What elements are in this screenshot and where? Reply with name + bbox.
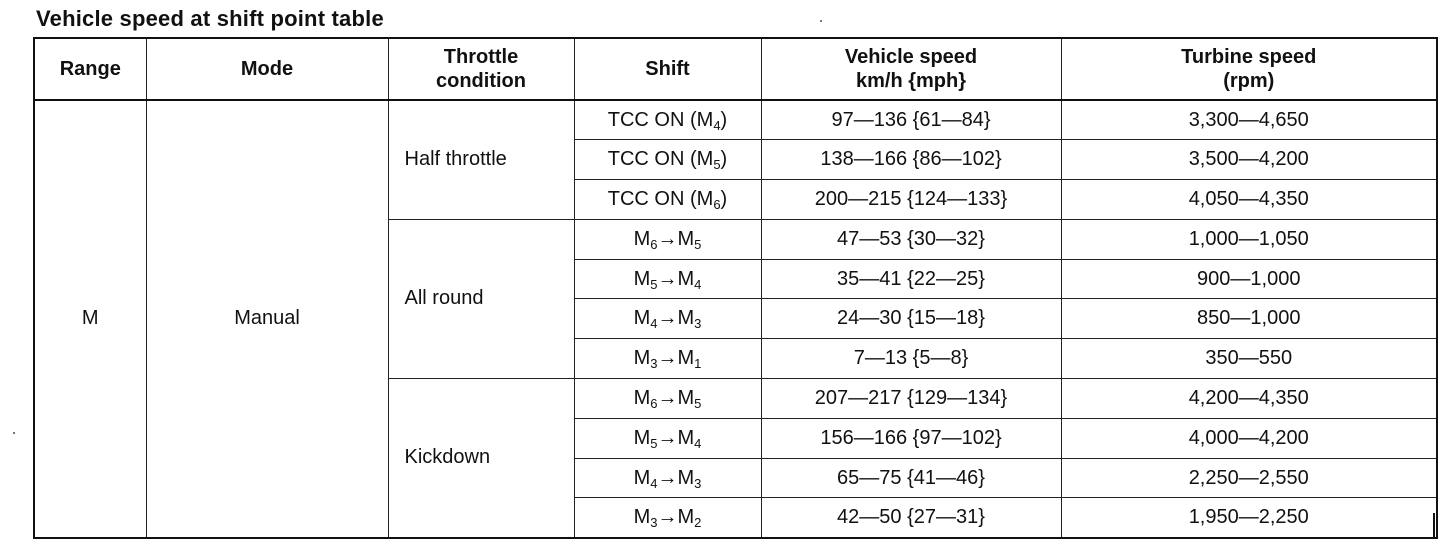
- shift-cell: [574, 379, 761, 419]
- shift-prefix: TCC ON (M: [607, 148, 714, 171]
- header-throttle-line1: Throttle: [443, 46, 519, 68]
- shift-to-gear: M: [677, 506, 695, 529]
- shift-to-gear: M: [677, 227, 695, 250]
- shift-arrow: →: [657, 267, 678, 290]
- shift-prefix: TCC ON (M: [607, 187, 714, 210]
- header-throttle-condition: [388, 38, 574, 100]
- turbine-speed-cell: 3,500—4,200: [1061, 140, 1437, 180]
- vehicle-speed-cell: 35—41 {22—25}: [761, 259, 1061, 299]
- header-shift: Shift: [574, 38, 761, 100]
- shift-to-subscript: 1: [694, 356, 702, 372]
- shift-to-subscript: 4: [694, 276, 702, 292]
- shift-from-subscript: 4: [650, 316, 658, 332]
- vehicle-speed-cell: 24—30 {15—18}: [761, 299, 1061, 339]
- shift-to-subscript: 2: [694, 515, 702, 531]
- shift-cell: [574, 219, 761, 259]
- header-throttle-line2: condition: [436, 70, 526, 92]
- shift-to-gear: M: [677, 307, 695, 330]
- shift-from-subscript: 4: [650, 475, 658, 491]
- shift-cell: [574, 299, 761, 339]
- shift-from-gear: M: [633, 307, 651, 330]
- shift-arrow: →: [657, 466, 678, 489]
- header-speed-line1: Vehicle speed: [844, 46, 978, 68]
- header-range: Range: [34, 38, 146, 100]
- header-speed-line2: km/h {mph}: [855, 70, 967, 92]
- scan-speck: [13, 432, 15, 434]
- shift-from-gear: M: [633, 426, 651, 449]
- header-row: [34, 38, 1437, 100]
- shift-from-subscript: 3: [650, 356, 658, 372]
- shift-point-table: [33, 37, 1438, 539]
- header-turbine-speed: [1061, 38, 1437, 100]
- shift-to-subscript: 5: [694, 395, 702, 411]
- shift-to-subscript: 5: [694, 236, 702, 252]
- shift-cell: [574, 339, 761, 379]
- shift-to-subscript: 3: [694, 475, 702, 491]
- table-body: [34, 100, 1437, 538]
- header-mode: Mode: [146, 38, 388, 100]
- shift-suffix: ): [720, 108, 728, 131]
- throttle-condition-cell: Kickdown: [388, 379, 574, 538]
- turbine-speed-cell: 4,000—4,200: [1061, 418, 1437, 458]
- vehicle-speed-cell: 42—50 {27—31}: [761, 498, 1061, 538]
- shift-from-gear: M: [633, 227, 651, 250]
- shift-cell: [574, 498, 761, 538]
- vehicle-speed-cell: 97—136 {61—84}: [761, 100, 1061, 140]
- vehicle-speed-cell: 156—166 {97—102}: [761, 418, 1061, 458]
- shift-subscript: 4: [713, 117, 721, 133]
- shift-arrow: →: [657, 227, 678, 250]
- turbine-speed-cell: 1,000—1,050: [1061, 219, 1437, 259]
- shift-from-gear: M: [633, 347, 651, 370]
- shift-to-subscript: 4: [694, 435, 702, 451]
- shift-to-gear: M: [677, 347, 695, 370]
- shift-arrow: →: [657, 506, 678, 529]
- turbine-speed-cell: 4,050—4,350: [1061, 180, 1437, 220]
- header-turbine-line2: (rpm): [1223, 70, 1275, 92]
- shift-from-subscript: 5: [650, 276, 658, 292]
- range-cell: M: [34, 100, 146, 538]
- turbine-speed-cell: 2,250—2,550: [1061, 458, 1437, 498]
- vehicle-speed-cell: 47—53 {30—32}: [761, 219, 1061, 259]
- header-turbine-line1: Turbine speed: [1181, 46, 1317, 68]
- shift-to-gear: M: [677, 267, 695, 290]
- vehicle-speed-cell: 65—75 {41—46}: [761, 458, 1061, 498]
- shift-from-subscript: 6: [650, 236, 658, 252]
- vehicle-speed-cell: 207—217 {129—134}: [761, 379, 1061, 419]
- throttle-condition-cell: All round: [388, 219, 574, 378]
- throttle-condition-cell: Half throttle: [388, 100, 574, 219]
- shift-from-gear: M: [633, 506, 651, 529]
- shift-from-gear: M: [633, 386, 651, 409]
- shift-subscript: 5: [713, 157, 721, 173]
- shift-cell: [574, 418, 761, 458]
- turbine-speed-cell: 850—1,000: [1061, 299, 1437, 339]
- shift-from-gear: M: [633, 466, 651, 489]
- shift-arrow: →: [657, 386, 678, 409]
- shift-prefix: TCC ON (M: [607, 108, 714, 131]
- shift-arrow: →: [657, 307, 678, 330]
- vehicle-speed-cell: 7—13 {5—8}: [761, 339, 1061, 379]
- table-title: Vehicle speed at shift point table: [36, 6, 384, 31]
- shift-arrow: →: [657, 347, 678, 370]
- shift-suffix: ): [720, 148, 728, 171]
- vehicle-speed-cell: 138—166 {86—102}: [761, 140, 1061, 180]
- shift-to-subscript: 3: [694, 316, 702, 332]
- shift-arrow: →: [657, 426, 678, 449]
- turbine-speed-cell: 1,950—2,250: [1061, 498, 1437, 538]
- shift-cell: [574, 100, 761, 140]
- shift-cell: [574, 140, 761, 180]
- margin-change-bar: [1433, 513, 1435, 539]
- shift-from-subscript: 6: [650, 395, 658, 411]
- table-row: [34, 100, 1437, 140]
- header-vehicle-speed: [761, 38, 1061, 100]
- turbine-speed-cell: 350—550: [1061, 339, 1437, 379]
- vehicle-speed-cell: 200—215 {124—133}: [761, 180, 1061, 220]
- shift-cell: [574, 458, 761, 498]
- shift-from-subscript: 5: [650, 435, 658, 451]
- mode-cell: Manual: [146, 100, 388, 538]
- turbine-speed-cell: 3,300—4,650: [1061, 100, 1437, 140]
- shift-to-gear: M: [677, 466, 695, 489]
- shift-cell: [574, 180, 761, 220]
- shift-to-gear: M: [677, 426, 695, 449]
- turbine-speed-cell: 4,200—4,350: [1061, 379, 1437, 419]
- shift-to-gear: M: [677, 386, 695, 409]
- shift-subscript: 6: [713, 196, 721, 212]
- shift-cell: [574, 259, 761, 299]
- shift-from-subscript: 3: [650, 515, 658, 531]
- shift-from-gear: M: [633, 267, 651, 290]
- scan-speck: [820, 20, 822, 22]
- turbine-speed-cell: 900—1,000: [1061, 259, 1437, 299]
- shift-suffix: ): [720, 187, 728, 210]
